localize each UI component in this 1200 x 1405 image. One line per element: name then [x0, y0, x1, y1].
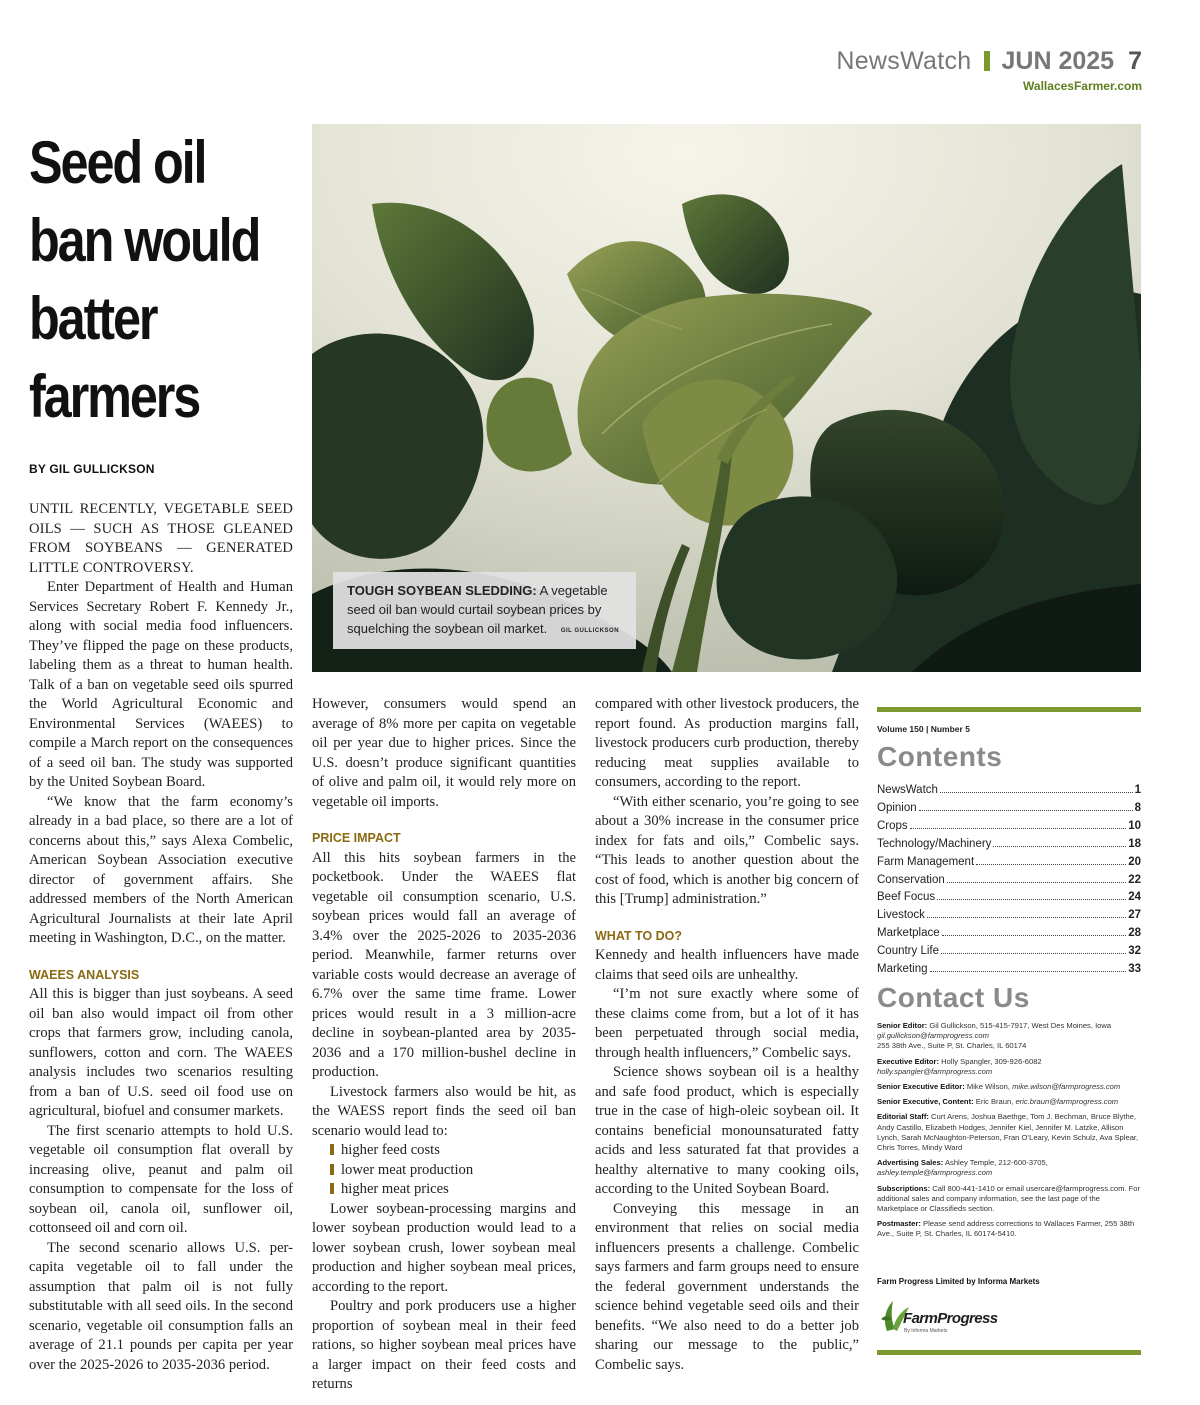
contact-list: [877, 1021, 1141, 1245]
bullet-item: higher feed costs: [330, 1141, 576, 1161]
toc-label: NewsWatch: [877, 784, 938, 796]
subhead-price-impact: PRICE IMPACT: [312, 831, 401, 845]
contact-label: Subscriptions:: [877, 1183, 931, 1193]
logo-subtext: By Informa Markets: [904, 1328, 948, 1334]
toc-label: Technology/Machinery: [877, 837, 992, 850]
subhead-waees-analysis: WAEES ANALYSIS: [29, 967, 140, 982]
contact-text: Mike Wilson,: [966, 1082, 1010, 1092]
toc-leader: [942, 935, 1127, 936]
caption-text: A vegetable seed oil ban would curtail soybean prices by squelching the soybean oil market.: [347, 583, 608, 636]
paragraph: The second scenario allows U.S. per-capita vegetable oil to fall under the assumption that palm oil is not fully substitutable with all seed oils. In the second scenario, vegetable oil consumption falls an average of 21.1 pounds per capita per year over the 2025-2026 to 2035-2036 period.: [29, 1239, 293, 1373]
contents-list: [877, 782, 1141, 979]
toc-leader: [937, 899, 1126, 900]
toc-page: 18: [1128, 837, 1141, 850]
paragraph: The first scenario attempts to hold U.S. vegetable oil consumption flat overall by increasing olive, peanut and palm oil consumption to compensate for the loss of soybean oil, canola oil, sunflower oil, cottonseed oil and corn oil.: [29, 1122, 293, 1236]
bullet-item: higher meat prices: [330, 1180, 576, 1200]
toc-item-newswatch[interactable]: [877, 782, 1141, 800]
paragraph: “With either scenario, you’re going to see about a 30% increase in the consumer price index for fats and oils,” Combelic says. “This leads to another question about the cost of food, which is another big concern of this [Trump] administration.”: [595, 793, 859, 907]
contact-email[interactable]: eric.braun@farmprogress.com: [1015, 1097, 1119, 1107]
toc-page: 33: [1128, 963, 1141, 976]
toc-item-opinion[interactable]: [877, 800, 1141, 818]
paragraph: “We know that the farm economy’s already in a bad place, so there are a lot of concerns about this,” says Alexa Combelic, American Soybean Association executive director of government affairs. She addressed members of the North American Agricultural Journalists at their late April meeting in Washington, D.C., on the matter.: [29, 793, 293, 946]
photo-caption: [333, 572, 636, 649]
toc-label: Crops: [877, 819, 908, 832]
paragraph: Kennedy and health influencers have made claims that seed oils are unhealthy.: [595, 947, 859, 983]
toc-page: 1: [1134, 784, 1141, 796]
issue-date: JUN 2025: [1001, 47, 1115, 75]
contact-text: Ashley Temple, 212-600-3705,: [944, 1158, 1048, 1168]
contact-email[interactable]: holly.spangler@farmprogress.com: [877, 1066, 993, 1076]
toc-page: 32: [1128, 945, 1141, 958]
contact-text: Curt Arens, Joshua Baethge, Tom J. Bechman, Bruce Blythe, Andy Castillo, Elizabeth Hodges, Jennifer Kiel, Jennifer M. Latzke, Allison Lynch, Sarah McNaughton-Peterson, Fran O’Leary, Kevin Schulz, Ava Splear, Chris Torres, Mindy Ward: [877, 1112, 1139, 1153]
toc-label: Marketplace: [877, 927, 940, 940]
toc-page: 10: [1128, 819, 1141, 832]
paragraph: Science shows soybean oil is a healthy and safe food product, which is especially true in the case of high-oleic soybean oil. It contains beneficial monounsaturated fatty acids and less saturated fat that provides a healthy alternative to many cooking oils, according to the United Soybean Board.: [595, 1064, 859, 1197]
contact-executive-editor: [877, 1057, 1141, 1077]
paragraph: All this hits soybean farmers in the pocketbook. Under the WAEES flat vegetable oil consumption scenario, U.S. soybean prices would fall an average of 3.4% over the 2025-2026 to 2035-2036 period. Meanwhile, farmer returns over variable costs would decrease an average of 6.7% over the same time frame. Lower prices would result in a 3 million-acre decline in soybean-planted area by 2035-2036 and a 170 million-bushel decline in production.: [312, 849, 576, 1080]
headline: Seed oil ban would batter farmers: [29, 129, 260, 430]
contact-advertising-sales: [877, 1158, 1141, 1178]
toc-page: 24: [1128, 891, 1141, 904]
site-url[interactable]: WallacesFarmer.com: [1023, 79, 1142, 93]
contact-email[interactable]: mike.wilson@farmprogress.com: [1012, 1082, 1121, 1092]
article-column-2: [312, 695, 576, 1395]
toc-label: Farm Management: [877, 855, 975, 868]
paragraph: All this is bigger than just soybeans. A seed oil ban also would impact oil from other crops that farmers grow, including canola, sunflowers, cotton and corn. The WAEES analysis includes two scenarios resulting from a ban of U.S. seed oil food use on agricultural, biofuel and consumer markets.: [29, 986, 293, 1119]
contact-text: Call 800-441-1410 or email usercare@farmprogress.com. For additional sales and company information, see the last page of the Marketplace or Classifieds section.: [877, 1183, 1141, 1214]
paragraph: Poultry and pork producers use a higher proportion of soybean meal in their feed rations, so higher soybean meal prices have a larger impact on their feed costs and returns: [312, 1298, 576, 1392]
toc-item-technology-machinery[interactable]: [877, 836, 1141, 854]
contact-text: Gil Gullickson, 515-415-7917, West Des Moines, Iowa: [929, 1021, 1112, 1030]
toc-leader: [947, 882, 1126, 883]
toc-item-marketplace[interactable]: [877, 925, 1141, 943]
header-divider: [984, 51, 990, 71]
bullet-list: [312, 1141, 576, 1200]
toc-label: Opinion: [877, 801, 917, 814]
contact-label: Advertising Sales:: [877, 1158, 944, 1168]
header-line: [836, 46, 1142, 76]
paragraph: Lower soybean-processing margins and lower soybean production would lead to a lower soybean crush, lower soybean meal production and higher soybean meal prices, according to the report.: [312, 1200, 576, 1295]
toc-page: 27: [1128, 909, 1141, 922]
paragraph: Enter Department of Health and Human Services Secretary Robert F. Kennedy Jr., along with social media food influencers. They’ve flipped the page on these products, labeling them as a threat to human health. Talk of a ban on vegetable seed oils spurred the World Agricultural Economic and Environmental Services (WAEES) to compile a March report on the consequences of a seed oil ban. The study was supported by the United Soybean Board.: [29, 579, 293, 790]
caption-title: TOUGH SOYBEAN SLEDDING:: [347, 583, 537, 598]
logo-text: FarmProgress: [903, 1310, 998, 1327]
toc-label: Conservation: [877, 873, 945, 886]
contact-editorial-staff: [877, 1112, 1141, 1153]
toc-leader: [930, 971, 1127, 972]
contact-email[interactable]: ashley.temple@farmprogress.com: [877, 1168, 993, 1178]
article-column-3: [595, 695, 859, 1375]
toc-leader: [993, 846, 1126, 847]
toc-leader: [976, 864, 1126, 865]
page-header: [836, 46, 1142, 93]
toc-page: 8: [1134, 801, 1141, 814]
toc-page: 22: [1128, 873, 1141, 886]
toc-leader: [910, 828, 1127, 829]
toc-label: Beef Focus: [877, 891, 936, 904]
lead-paragraph: UNTIL RECENTLY, VEGETABLE SEED OILS — SUCH AS THOSE GLEANED FROM SOYBEANS — GENERATED LITTLE CONTROVERSY.: [29, 501, 293, 576]
contact-text: Holly Spangler, 309-926-6082: [941, 1056, 1042, 1066]
byline: BY GIL GULLICKSON: [29, 462, 155, 476]
paragraph: However, consumers would spend an average of 8% more per capita on vegetable oil per year due to higher prices. Since the U.S. doesn’t produce significant quantities of olive and palm oil, it would rely more on vegetable oil imports.: [312, 696, 576, 810]
subhead-what-to-do: WHAT TO DO?: [595, 928, 683, 943]
contact-email[interactable]: gil.gullickson@farmprogress.com: [877, 1031, 989, 1041]
toc-leader: [941, 953, 1126, 954]
contact-label: Executive Editor:: [877, 1056, 940, 1066]
bullet-item: lower meat production: [330, 1161, 576, 1181]
contact-senior-executive-content: [877, 1097, 1141, 1107]
section-name: NewsWatch: [836, 47, 972, 75]
toc-page: 28: [1128, 927, 1141, 940]
sidebar-top-rule: [877, 707, 1141, 712]
volume-number: Volume 150 | Number 5: [877, 724, 970, 734]
contact-label: Editorial Staff:: [877, 1112, 929, 1122]
contact-senior-editor: [877, 1021, 1141, 1052]
toc-label: Marketing: [877, 963, 928, 976]
toc-leader: [919, 810, 1133, 811]
toc-leader: [927, 917, 1126, 918]
toc-item-beef-focus[interactable]: [877, 889, 1141, 907]
paragraph: compared with other livestock producers, the report found. As production margins fall, livestock producers curb production, thereby reducing meat supplies available to consumers, according to the report.: [595, 696, 859, 790]
toc-item-conservation[interactable]: [877, 872, 1141, 890]
toc-label: Country Life: [877, 945, 940, 958]
contact-text: Please send address corrections to Wallaces Farmer, 255 38th Ave., Suite P, St. Charles, IL 60174-5410.: [877, 1219, 1135, 1239]
toc-item-livestock[interactable]: [877, 907, 1141, 925]
toc-page: 20: [1128, 855, 1141, 868]
contact-senior-executive-editor: [877, 1082, 1141, 1092]
contact-text: Eric Braun,: [975, 1097, 1014, 1107]
toc-item-marketing[interactable]: [877, 961, 1141, 979]
contact-label: Senior Executive Editor:: [877, 1082, 965, 1092]
farm-progress-logo: [877, 1297, 1007, 1337]
contact-address: 255 38th Ave., Suite P, St. Charles, IL 60174: [877, 1041, 1027, 1051]
contact-label: Postmaster:: [877, 1219, 921, 1229]
contact-label: Senior Executive, Content:: [877, 1097, 974, 1107]
contact-title: Contact Us: [877, 982, 1030, 1013]
photo-credit: GIL GULLICKSON: [560, 628, 620, 634]
article-column-1: [29, 500, 293, 1375]
publisher-line: Farm Progress Limited by Informa Markets: [877, 1277, 1040, 1286]
paragraph: Conveying this message in an environment that relies on social media influencers presents a challenge. Combelic says farmers and farm groups need to ensure the federal government understands the science behind vegetable seed oils and their benefits. “We also need to do a better job sharing our message to the public,” Combelic says.: [595, 1200, 859, 1373]
contents-sidebar: [877, 707, 1141, 1355]
contact-postmaster: [877, 1219, 1141, 1239]
page-number: 7: [1128, 47, 1142, 75]
contact-subscriptions: [877, 1184, 1141, 1215]
toc-leader: [940, 792, 1133, 793]
toc-item-crops[interactable]: [877, 818, 1141, 836]
contact-label: Senior Editor:: [877, 1021, 928, 1030]
contents-title: Contents: [877, 741, 1003, 772]
toc-label: Livestock: [877, 909, 925, 922]
toc-item-country-life[interactable]: [877, 943, 1141, 961]
paragraph: “I’m not sure exactly where some of these claims come from, but a lot of it has been perpetuated through social media, through health influencers,” Combelic says.: [595, 986, 859, 1061]
toc-item-farm-management[interactable]: [877, 854, 1141, 872]
sidebar-bottom-rule: [877, 1350, 1141, 1355]
paragraph: Livestock farmers also would be hit, as the WAESS report finds the seed oil ban scenario would lead to:: [312, 1083, 576, 1139]
